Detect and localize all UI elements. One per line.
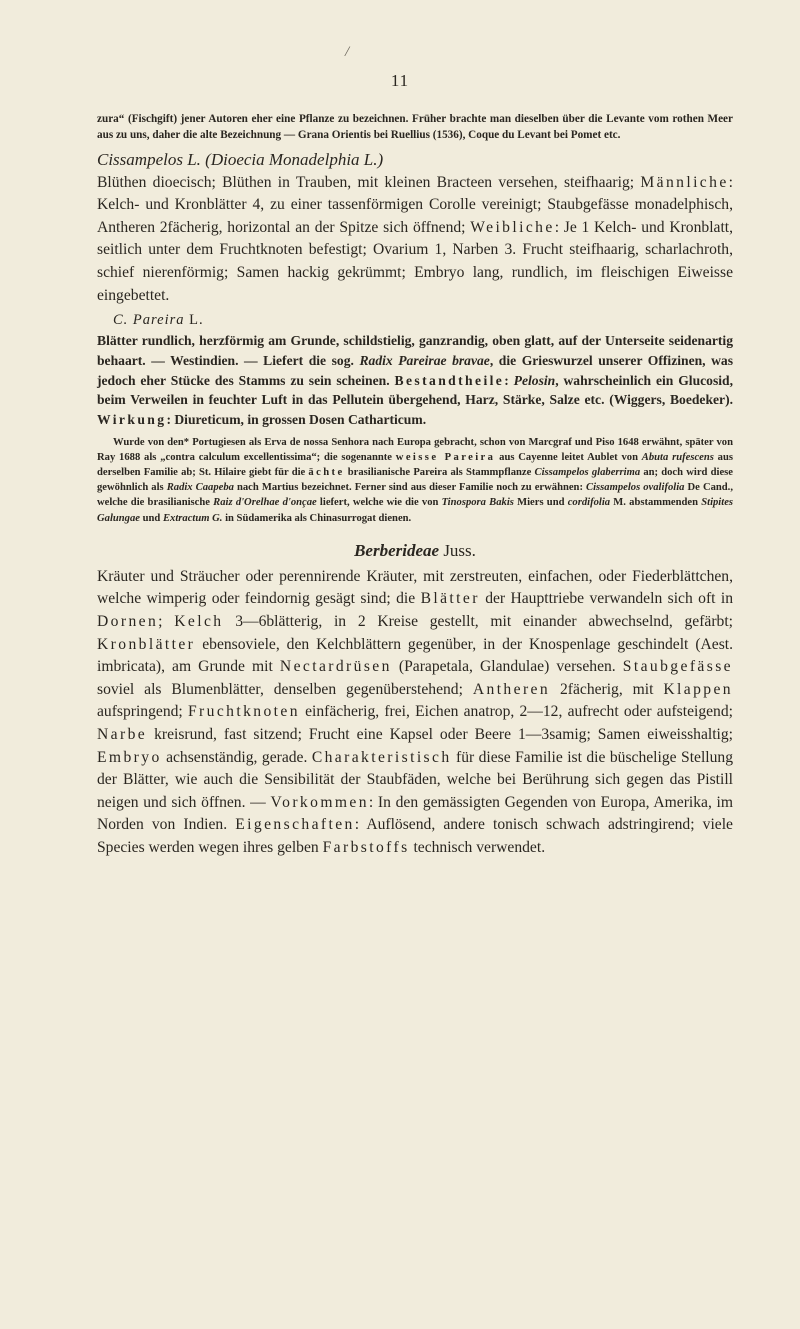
page-number: 11 bbox=[390, 71, 410, 90]
cissampelos-heading: Cissampelos L. (Dioecia Monadelphia L.) bbox=[97, 149, 384, 169]
berberideae-heading: Berberideae Juss. bbox=[354, 540, 476, 560]
cissampelos-description: Blüthen dioecisch; Blüthen in Trauben, mit kleinen Bracteen versehen, steifhaarig; Männliche: Kelch- und Kronblätter 4, zu einer tassenförmigen Corolle vereinigt; Staubgefässe monadelphisch, Antheren 2fächerig, horizontal an der Spitze sich öffnend; Weibliche: Je 1 Kelch- und Kronblatt, seitlich unter dem Fruchtknoten befestigt; Ovarium 1, Narben 3. Frucht steifhaarig, scharlachroth, schief nierenförmig; Samen hackig gekrümmt; Embryo lang, rundlich, im fleischigen Eiweisse eingebettet. bbox=[97, 173, 734, 304]
berberideae-description: Kräuter und Sträucher oder perennirende Kräuter, mit zerstreuten, einfachen, oder Fiederblättchen, welche wimperig oder feindornig gesägt sind; die Blätter der Haupttriebe verwandeln sich oft in Dornen; Kelch 3—6blätterig, in 2 Kreise gestellt, mit einander abwechselnd, gefärbt; Kronblätter ebensoviele, den Kelchblättern gegenüber, in der Knospenlage geschindelt (Aest. imbricata), am Grunde mit Nectardrüsen (Parapetala, Glandulae) versehen. Staubgefässe soviel als Blumenblätter, denselben gegenüberstehend; Antheren 2fächerig, mit Klappen aufspringend; Fruchtknoten einfächerig, frei, Eichen anatrop, 2—12, aufrecht oder aufsteigend; Narbe kreisrund, fast sitzend; Frucht eine Kapsel oder Beere 1—3samig; Samen eiweisshaltig; Embryo achsenständig, gerade. Charakteristisch für diese Familie ist die büschelige Stellung der Blätter, wie auch die Sensibilität der Staubfäden, welche bei Berührung sich gegen das Pistill neigen und sich öffnen. — Vorkommen: In den gemässigten Gegenden von Europa, Amerika, im Norden von Indien. Eigenschaften: Auflösend, andere tonisch schwach adstringirend; viele Species werden wegen ihres gelben Farbstoffs technisch verwendet. bbox=[97, 567, 734, 857]
family-name: Berberideae bbox=[354, 540, 440, 560]
intro-paragraph: zura“ (Fischgift) jener Autoren eher eine Pflanze zu bezeichnen. Früher brachte man dieselben über die Levante vom rothen Meer aus zu uns, daher die alte Bezeichnung — Grana Orientis bei Ruellius (1536), Coque du Levant bei Pomet etc. bbox=[97, 113, 733, 141]
text-column bbox=[97, 112, 733, 860]
pareira-description: Blätter rundlich, herzförmig am Grunde, schildstielig, ganzrandig, oben glatt, auf der Unterseite seidenartig behaart. — Westindien. — Liefert die sog. Radix Pareirae bravae, die Grieswurzel unserer Offizinen, was jedoch eher Stücke des Stamms zu sein scheinen. Bestandtheile: Pelosin, wahrscheinlich ein Glucosid, beim Verweilen in feuchter Luft in das Pellutein übergehend, Harz, Stärke, Salze etc. (Wiggers, Boedeker). Wirkung: Diureticum, in grossen Dosen Catharticum. bbox=[97, 333, 734, 427]
pareira-note: Wurde von den* Portugiesen als Erva de nossa Senhora nach Europa gebracht, schon von Marcgraf und Piso 1648 erwähnt, später von Ray 1688 als „contra calculum excellentissima“; die sogenannte weisse Pareira aus Cayenne leitet Aublet von Abuta rufescens aus derselben Familie ab; St. Hilaire giebt für die ächte brasilianische Pareira als Stammpflanze Cissampelos glaberrima an; doch wird diese gewöhnlich als Radix Caapeba nach Martius bezeichnet. Ferner sind aus dieser Familie noch zu erwähnen: Cissampelos ovalifolia De Cand., welche die brasilianische Raiz d'Orelhae d'onçae liefert, welche wie die von Tinospora Bakis Miers und cordifolia M. abstammenden Stipites Galungae und Extractum G. in Südamerika als Chinasurrogat dienen. bbox=[97, 436, 734, 524]
genus-name: Cissampelos bbox=[97, 149, 183, 169]
page-mark: / bbox=[345, 44, 350, 60]
pareira-heading: C. Pareira L. bbox=[113, 312, 204, 329]
